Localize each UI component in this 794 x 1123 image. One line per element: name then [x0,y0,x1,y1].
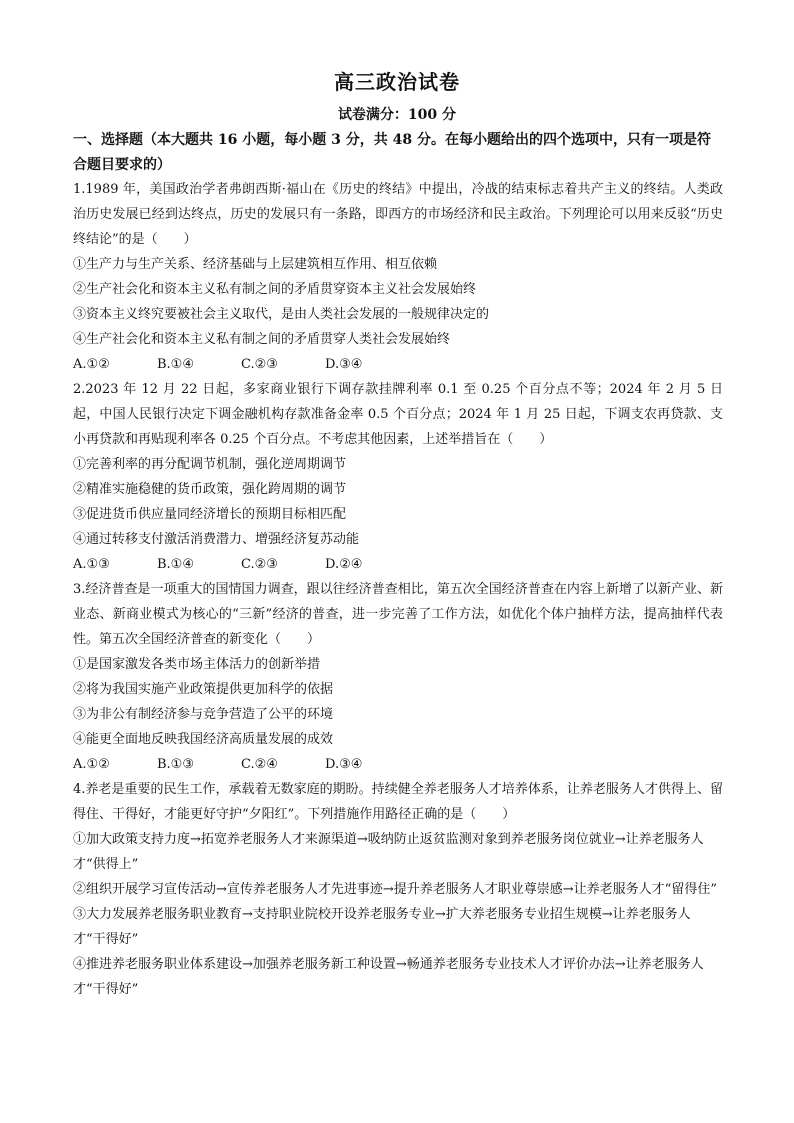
question-option: ③促进货币供应量同经济增长的预期目标相匹配 [73,507,347,522]
answer-choice: A.①② [73,757,110,772]
answer-choice: D.③④ [325,357,363,372]
question-stem: 1.1989 年，美国政治学者弗朗西斯·福山在《历史的终结》中提出，冷战的结束标志着共产主义的终结。人类政治历史发展已经到达终点，历史的发展只有一条路，即西方的市场经济和民主政治。下列理论可以用来反驳“历史终结论”的是（ ） [73,182,723,247]
question-option: ③资本主义终究要被社会主义取代，是由人类社会发展的一般规律决定的 [73,307,490,322]
question-option: ①生产力与生产关系、经济基础与上层建筑相互作用、相互依赖 [73,257,438,272]
question-3 [73,577,723,777]
question-stem: 4.养老是重要的民生工作，承载着无数家庭的期盼。持续健全养老服务人才培养体系，让养老服务人才供得上、留得住、干得好，才能更好守护“夕阳红”。下列措施作用路径正确的是（ ） [73,782,723,822]
question-option: ③为非公有制经济参与竞争营造了公平的环境 [73,707,334,722]
answer-choice: B.①④ [157,357,194,372]
question-option: ①是国家激发各类市场主体活力的创新举措 [73,657,321,672]
question-list [73,177,723,1002]
answer-choices [73,752,723,777]
answer-choices [73,552,723,577]
answer-choice: C.②③ [241,357,278,372]
question-option: ②将为我国实施产业政策提供更加科学的依据 [73,682,334,697]
question-option: ②生产社会化和资本主义私有制之间的矛盾贯穿资本主义社会发展始终 [73,282,477,297]
question-stem: 3.经济普查是一项重大的国情国力调查，跟以往经济普查相比，第五次全国经济普查在内容上新增了以新产业、新业态、新商业模式为核心的“三新”经济的普查，进一步完善了工作方法，如优化个体户抽样方法，提高抽样代表性。第五次全国经济普查的新变化（ ） [73,582,723,647]
question-option: ②组织开展学习宣传活动→宣传养老服务人才先进事迹→提升养老服务人才职业尊崇感→让养老服务人才“留得住” [73,882,717,897]
section-heading: 一、选择题（本大题共 16 小题，每小题 3 分，共 48 分。在每小题给出的四个选项中，只有一项是符合题目要求的） [73,132,711,173]
question-option: ④推进养老服务职业体系建设→加强养老服务新工种设置→畅通养老服务专业技术人才评价办法→让养老服务人才“干得好” [73,957,704,997]
answer-choice: D.③④ [325,757,363,772]
answer-choice: A.①③ [73,557,110,572]
question-option: ②精准实施稳健的货币政策，强化跨周期的调节 [73,482,347,497]
answer-choice: D.②④ [325,557,363,572]
question-option: ④生产社会化和资本主义私有制之间的矛盾贯穿人类社会发展始终 [73,332,451,347]
question-option: ④通过转移支付激活消费潜力、增强经济复苏动能 [73,532,360,547]
question-4 [73,777,723,1002]
exam-score-note: 试卷满分：100 分 [337,107,457,123]
exam-title: 高三政治试卷 [334,70,460,94]
question-option: ④能更全面地反映我国经济高质量发展的成效 [73,732,334,747]
answer-choice: B.①③ [157,757,194,772]
question-1 [73,177,723,377]
question-stem: 2.2023 年 12 月 22 日起，多家商业银行下调存款挂牌利率 0.1 至 0.25 个百分点不等；2024 年 2 月 5 日起，中国人民银行决定下调金融机构存款准备金率 0.5 个百分点；2024 年 1 月 25 日起，下调支农再贷款、支小再贷款和再贴现利率各 0.25 个百分点。不考虑其他因素，上述举措旨在（ ） [73,382,723,447]
answer-choice: C.②④ [241,757,278,772]
answer-choice: A.①② [73,357,110,372]
answer-choice: B.①④ [157,557,194,572]
answer-choices [73,352,723,377]
question-2 [73,377,723,577]
question-option: ①完善利率的再分配调节机制，强化逆周期调节 [73,457,347,472]
answer-choice: C.②③ [241,557,278,572]
question-option: ③大力发展养老服务职业教育→支持职业院校开设养老服务专业→扩大养老服务专业招生规模→让养老服务人才“干得好” [73,907,691,947]
question-option: ①加大政策支持力度→拓宽养老服务人才来源渠道→吸纳防止返贫监测对象到养老服务岗位就业→让养老服务人才“供得上” [73,832,704,872]
